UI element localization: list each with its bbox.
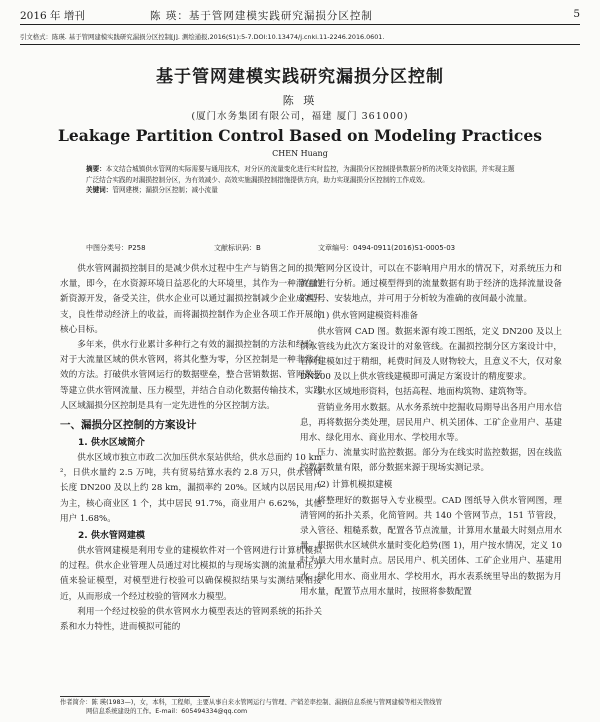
paragraph: 营销业务用水数据。从水务系统中挖掘收局期导出各用户用水信息，再将数据分类处理，居民用户、机关团体、工矿企业用户、基建用水、绿化用水、商业用水、学校用水等。: [300, 402, 562, 444]
paragraph: 供水区域市独立市政二次加压供水泵站供给，供水总面约 10 km²，日供水量约 2.5 万吨，共有贸易结算水表约 2.8 万只，供水管网长度 DN200 及以上约 28 km，漏损率约 20%。区域内以居民用户为主，核心商业区 1 个，其中居民 91.7%，商业用户 6.62%，其他用户 1.68%。: [60, 453, 322, 524]
running-header: [20, 6, 580, 24]
right-column: [300, 262, 562, 600]
citation-format: 引文格式：陈瑛. 基于管网建模实践研究漏损分区控制[J]. 测绘通报,2016(S1):5-7.DOI:10.13474/j.cnki.11-2246.2016.0601.: [20, 33, 385, 41]
paragraph: 多年来，供水行业累计多种行之有效的漏损控制的方法和经验，对于大流量区域的供水管网，将其化整为零，分区控制是一种非常有效的方法。打破供水管网运行的数据壁垒，整合营销数据、管网数据等建立供水管网流量、压力模型，并结合自动化数据传输技术，实践人区域漏损分区控制是具有一定先进性的分区控制方法。: [60, 340, 322, 411]
paragraph: 管网分区设计，可以在不影响用户用水的情况下，对系统压力和流量进行分析。通过模型得到的流量数据有助于经济的选择流量设备的型号、安装地点，并可用于分析较为准确的夜间最小流量。: [300, 264, 562, 305]
paragraph: 供水区域地形资料，包括高程、地面构筑物、建筑物等。: [317, 387, 533, 398]
author-chinese: 陈 瑛: [282, 94, 318, 107]
abstract: [86, 164, 516, 185]
abstract-block: [86, 164, 516, 196]
clc-number: 中图分类号：P258: [86, 244, 146, 252]
item-heading: (1) 供水管网建模资料准备: [317, 310, 419, 321]
citation-rule: [20, 44, 580, 45]
footnote-rule: [60, 696, 210, 697]
header-title: 陈 瑛：基于管网建模实践研究漏损分区控制: [150, 10, 373, 22]
section-heading: 一、漏损分区控制的方案设计: [60, 419, 197, 432]
document-code: 文献标识码：B: [214, 244, 261, 252]
abstract-text: 本文结合城镇供水管网的实际需要与通用技术，对分区的流量变化进行实时监控，为漏损分区控制提供数据分析的决策支持依据，并实现主题广泛结合实践的对漏损控制分区，为有效减少、高效实施漏损控制措施提供方向，助力实现漏损分区控制的工作成效。: [86, 165, 515, 184]
item-heading: (2) 计算机模拟建模: [317, 479, 393, 490]
paragraph: 供水管网建模是利用专业的建模软件对一个管网进行计算机模拟的过程。供水企业管理人员通过对比模拟的与现场实测的流量和压力值来验证模型，对模型进行校验可以确保模拟结果与实测结果相接近，从而形成一个经过校验的管网水力模型。: [60, 546, 322, 602]
keywords-text: 管网建模；漏损分区控制；减小流量: [112, 186, 218, 194]
article-number: 文章编号：0494-0911(2016)S1-0005-03: [318, 244, 456, 252]
title-chinese: 基于管网建模实践研究漏损分区控制: [156, 67, 444, 87]
affiliation: (厦门水务集团有限公司，福建 厦门 361000): [191, 111, 409, 122]
header-rule: [20, 24, 580, 25]
paragraph: 供水管网漏损控制目的是减少供水过程中生产与销售之间的损失水量，即今，在水资源环境日益恶化的大环境里，其作为一种潜在的新资源开发，备受关注，供水企业可以通过漏损控制减少企业成本开支，良性带动经济上的收益，而将漏损控制作为企业各项工作开展的核心目标。: [60, 264, 322, 335]
paragraph: 将整理好的数据导入专业模型。CAD 图纸导入供水管网图，理清管网的拓扑关系，化简管网。共 140 个管网节点，151 节管段，录入管径、粗糙系数，配置各节点流量，计算用水量最大时刻点用水量。根据供水区域供水量时变化趋势(图 1)，用户按水情况，定义 10 时为最大用水量时点。居民用户、机关团体、工矿企业用户、基建用水、绿化用水、商业用水、学校用水，再水表系统里导出的数据为月用水量，配置节点用水量时，按照将参数配置: [300, 495, 562, 597]
paragraph: 供水管网 CAD 图。数据来源有竣工图纸，定义 DN200 及以上供水管线为此次方案设计的对象管线。在漏损控制分区方案设计中，管网建模如过于精细，耗费时间及人财物较大，且意义不大，仅对象 DN200 及以上供水管线建模即可满足方案设计的精度要求。: [300, 326, 562, 383]
classification-row: [86, 243, 516, 254]
footnote-line: 网信息系统建设的工作。E-mail：605494334@qq.com: [86, 708, 248, 715]
author-english: CHEN Huang: [272, 149, 328, 158]
abstract-label: 摘要：: [86, 165, 106, 173]
subsection-heading: 1. 供水区域简介: [78, 438, 145, 449]
subsection-heading: 2. 供水管网建模: [78, 531, 145, 542]
author-footnote: [60, 698, 540, 716]
paragraph: 压力、流量实时监控数据。部分为在线实时监控数据，因在线监控数据数量有限，部分数据来源于现场实测记录。: [300, 448, 562, 474]
page-number: 5: [573, 8, 580, 20]
header-issue: 2016 年 增刊: [20, 10, 85, 22]
title-english: Leakage Partition Control Based on Modeling Practices: [58, 126, 542, 145]
keywords: [86, 185, 516, 196]
paragraph: 利用一个经过校验的供水管网水力模型表达的管网系统的拓扑关系和水力特性，进而模拟可能的: [60, 606, 322, 633]
footnote-line: 作者简介：陈 瑛(1983—)，女，本科，工程师，主要从事自来水管网运行与管理、产销差率控制、漏损信息系统与管网建模等相关管线管: [60, 699, 442, 706]
left-column: [60, 262, 322, 635]
keywords-label: 关键词：: [86, 186, 113, 194]
